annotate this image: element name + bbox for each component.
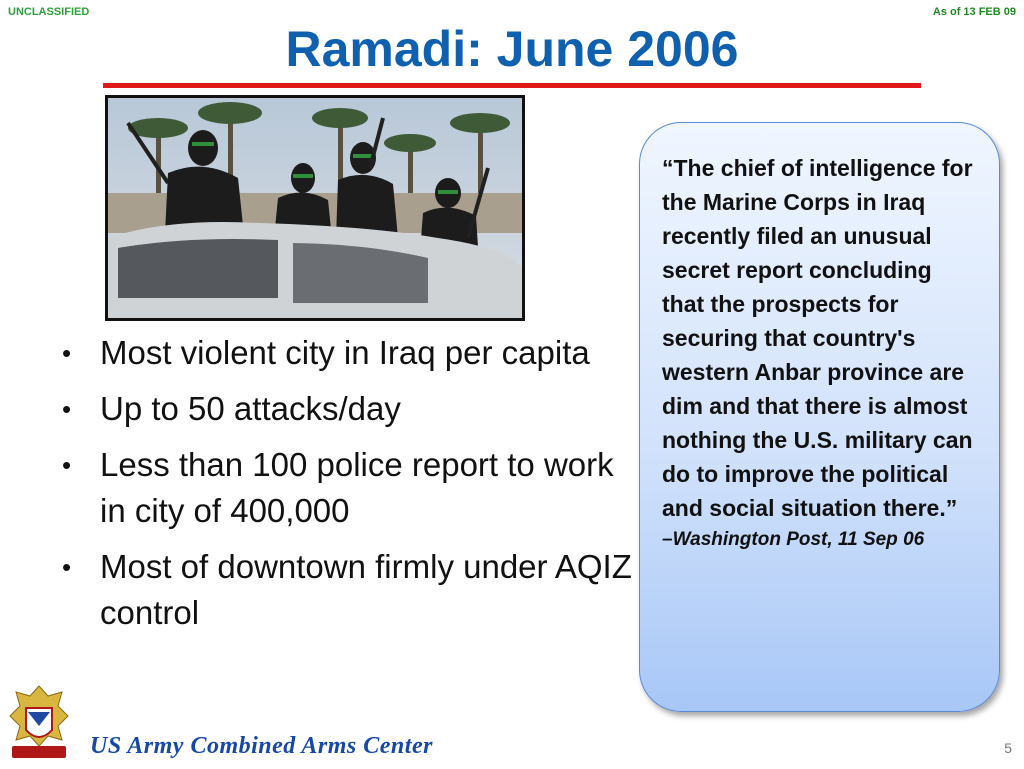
title-underline	[103, 83, 921, 88]
bullet-item	[56, 386, 636, 432]
quote-text: “The chief of intelligence for the Marine Corps in Iraq recently filed an unusual secret report concluding that the prospects for securing that country's western Anbar province are dim and that there is almost nothing the U.S. military can do to improve the political and social situation there.”	[662, 155, 973, 521]
bullet-item	[56, 442, 636, 534]
classification-label: UNCLASSIFIED	[8, 6, 90, 18]
bullet-text: Most violent city in Iraq per capita	[100, 334, 590, 371]
combined-arms-center-logo	[6, 682, 72, 764]
quote-callout	[639, 122, 1000, 712]
page-number: 5	[1004, 740, 1012, 756]
photo-illustration	[108, 98, 522, 318]
bullet-list	[56, 330, 636, 646]
bullet-text: Up to 50 attacks/day	[100, 390, 401, 427]
bullet-dot: •	[62, 450, 72, 480]
bullet-item	[56, 544, 636, 636]
crest-icon	[6, 682, 72, 764]
quote-source: –Washington Post, 11 Sep 06	[662, 529, 925, 550]
bullet-text: Most of downtown firmly under AQIZ control	[100, 548, 632, 631]
insurgents-photo	[105, 95, 525, 321]
slide-title: Ramadi: June 2006	[285, 21, 739, 77]
as-of-date: As of 13 FEB 09	[932, 6, 1016, 18]
bullet-dot: •	[62, 394, 72, 424]
bullet-dot: •	[62, 338, 72, 368]
footer-organization: US Army Combined Arms Center	[90, 733, 433, 759]
bullet-item	[56, 330, 636, 376]
bullet-dot: •	[62, 552, 72, 582]
bullet-text: Less than 100 police report to work in city of 400,000	[100, 446, 614, 529]
